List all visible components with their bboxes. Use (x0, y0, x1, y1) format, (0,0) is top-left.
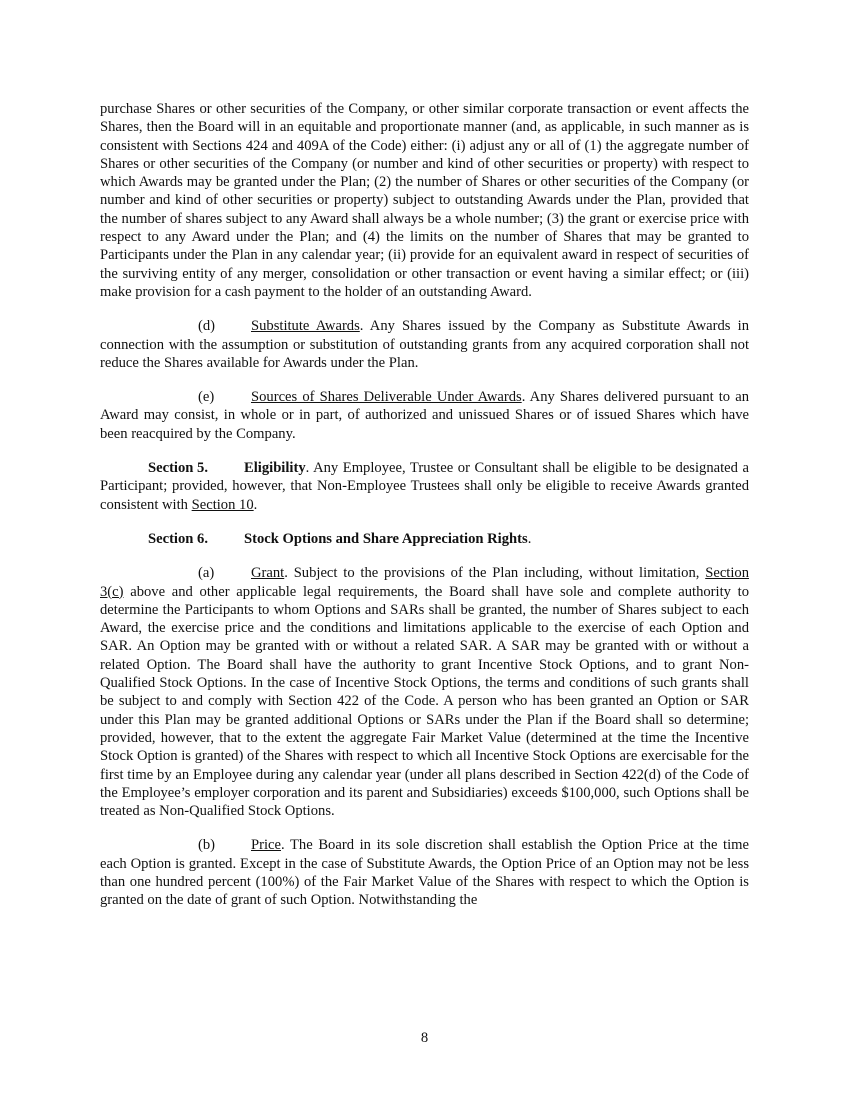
section-end: . (527, 530, 532, 547)
section-number: Section 5. (148, 460, 208, 477)
clause-body: . Any Shares delivered pursuant to an Award may consist, in whole or in part, of authorized and unissued Shares or of issued Shares which have been reacquired by the Company. (100, 389, 750, 442)
paragraph-6b (100, 836, 749, 909)
clause-body: . Subject to the provisions of the Plan including, without limitation, (284, 565, 706, 582)
paragraph-4d (100, 317, 749, 372)
clause-number: (b) (198, 837, 216, 854)
clause-title: Price (251, 837, 281, 854)
clause-title: Substitute Awards (251, 318, 360, 335)
clause-title: Grant (251, 565, 285, 582)
clause-title: Sources of Shares Deliverable Under Awards (251, 389, 522, 406)
section-reference: Section 10 (191, 496, 254, 513)
section-title: Stock Options and Share Appreciation Rights (244, 530, 528, 547)
clause-number: (a) (198, 565, 215, 582)
document-page (100, 100, 749, 910)
section-6-heading (100, 530, 749, 548)
section-body: . Any Employee, Trustee or Consultant shall be eligible to be designated a Participant; provided, however, that Non-Employee Trustees shall only be eligible to receive Awards granted consistent with (100, 460, 749, 513)
section-number: Section 6. (148, 530, 208, 547)
section-reference: Section 3(c) (100, 565, 749, 600)
clause-number: (d) (198, 318, 216, 335)
clause-body: . Any Shares issued by the Company as Substitute Awards in connection with the assumption or substitution of outstanding grants from any acquired corporation shall not reduce the Shares available for Awards under the Plan. (100, 318, 749, 371)
paragraph-6a (100, 564, 749, 820)
clause-body: . The Board in its sole discretion shall establish the Option Price at the time each Option is granted. Except in the case of Substitute Awards, the Option Price of an Option may not be less than one hundred percent (100%) of the Fair Market Value of the Shares with respect to which the Option is granted on the date of grant of such Option. Notwithstanding the (100, 837, 749, 909)
clause-body: above and other applicable legal requirements, the Board shall have sole and complete authority to determine the Participants to whom Options and SARs shall be granted, the number of Shares subject to each Award, the exercise price and the conditions and limitations applicable to the exercise of each Option and SAR. An Option may be granted with or without a related SAR. A SAR may be granted with or without a related Option. The Board shall have the authority to grant Incentive Stock Options, and to grant Non-Qualified Stock Options. In the case of Incentive Stock Options, the terms and conditions of such grants shall be subject to and comply with Section 422 of the Code. A person who has been granted an Option or SAR under this Plan may be granted additional Options or SARs under the Plan if the Board shall so determine; provided, however, that to the extent the aggregate Fair Market Value (determined at the time the Incentive Stock Option is granted) of the Shares with respect to which all Incentive Stock Options are exercisable for the first time by an Employee during any calendar year (under all plans described in Section 422(d) of the Code of the Employee’s employer corporation and its parent and Subsidiaries) exceeds $100,000, such Options shall be treated as Non-Qualified Stock Options. (100, 583, 749, 820)
paragraph-4e (100, 388, 749, 443)
section-title: Eligibility (244, 460, 306, 477)
section-end: . (253, 496, 258, 513)
page-number: 8 (420, 1030, 429, 1046)
paragraph-adjustment-continuation (100, 100, 749, 301)
section-5 (100, 459, 749, 514)
clause-number: (e) (198, 389, 215, 406)
paragraph-text: purchase Shares or other securities of the Company, or other similar corporate transaction or event affects the Shares, then the Board will in an equitable and proportionate manner (and, as applicable, in such manner as is consistent with Sections 424 and 409A of the Code) either: (i) adjust any or all of (1) the aggregate number of Shares or other securities of the Company (or number and kind of other securities or property) with respect to which Awards may be granted under the Plan; (2) the number of Shares or other securities of the Company (or number and kind of other securities or property) subject to outstanding Awards under the Plan, provided that the number of shares subject to any Award shall always be a whole number; (3) the grant or exercise price with respect to any Award under the Plan; and (4) the limits on the number of Shares that may be granted to Participants under the Plan in any calendar year; (ii) provide for an equivalent award in respect of securities of the surviving entity of any merger, consolidation or other transaction or event having a similar effect; or (iii) make provision for a cash payment to the holder of an outstanding Award. (100, 101, 749, 300)
